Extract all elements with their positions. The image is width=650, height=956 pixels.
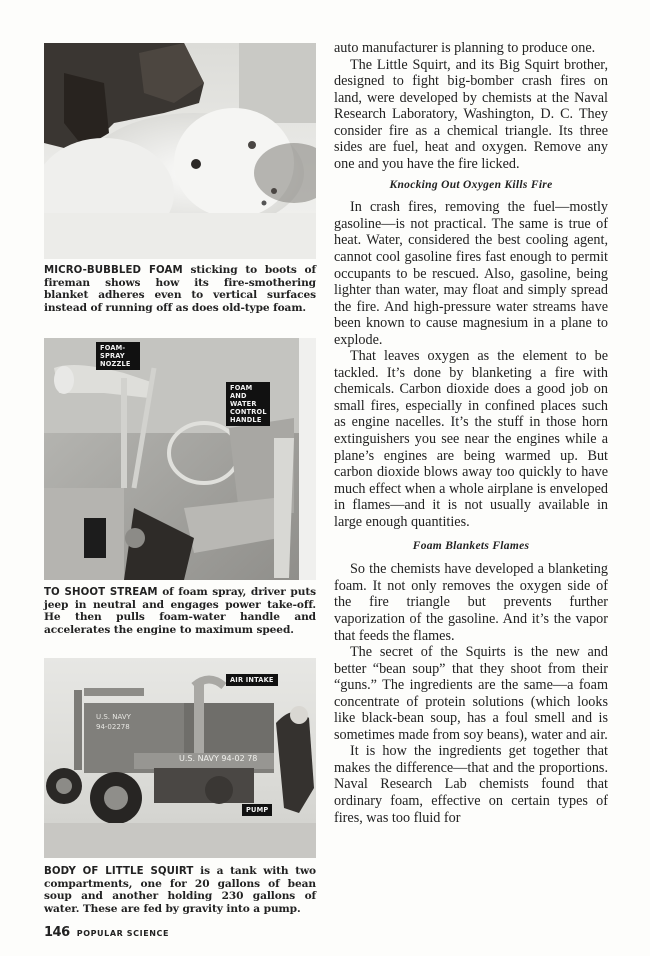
jeep-controls-image <box>44 338 316 580</box>
subheading-foam: Foam Blankets Flames <box>412 540 530 553</box>
caption-lead: BODY OF LITTLE SQUIRT <box>44 866 194 877</box>
jeep-controls-photo <box>44 338 316 580</box>
caption-text: is a tank with two compartments, one for 20 gallons of bean soup and another holding 230 gallons of water. These are fed by gravity into a pump. <box>44 865 317 915</box>
page-number: 146 <box>44 925 70 940</box>
vehicle-marking-side: U.S. NAVY 94-02 78 <box>179 754 258 763</box>
air-intake-label: AIR INTAKE <box>226 674 278 686</box>
jeep-controls-caption <box>44 586 316 636</box>
foam-water-handle-label: FOAM AND WATER CONTROL HANDLE <box>226 382 270 426</box>
article-column <box>334 40 608 826</box>
article-paragraph: That leaves oxygen as the element to be tackled. It’s done by blanketing a fire with chemicals. Carbon dioxide does a good job on small fires, especially in confined places such as engine nacelles. It’s the stuff in those horn extinguishers you see near the engines while a plane’s engines are being warmed up. But carbon dioxide blows away too quickly to have much effect when a whole airplane is enveloped in flames—and it is not usually available in large enough quantities. <box>334 348 608 530</box>
article-paragraph: auto manufacturer is planning to produce one. <box>334 40 596 56</box>
subheading-oxygen: Knocking Out Oxygen Kills Fire <box>389 179 553 192</box>
foam-on-boots-caption <box>44 264 316 314</box>
article-paragraph: It is how the ingredients get together that makes the difference—that and the proportions. Naval Research Lab chemists found that ordinary foam, effective on certain types of fires, was too fluid for <box>334 743 608 826</box>
article-paragraph: The secret of the Squirts is the new and better “bean soup” that they shoot from their “guns.” The ingredients are the same—a foam concentrate of protein solutions (which looks like black-bean soup, has a foul smell and is sometimes made from soy beans), water and air. <box>334 644 608 743</box>
vehicle-marking-tank: U.S. NAVY <box>96 713 131 721</box>
little-squirt-body-photo <box>44 658 316 858</box>
foam-on-boots-image <box>44 43 316 259</box>
little-squirt-body-caption <box>44 865 316 915</box>
magazine-name: POPULAR SCIENCE <box>76 929 170 938</box>
pump-label: PUMP <box>242 804 272 816</box>
caption-lead: MICRO-BUBBLED FOAM <box>44 265 183 276</box>
caption-text: of foam spray, driver puts jeep in neutral and engages power take-off. He then pulls foam-water handle and accelerates the engine to maximum speed. <box>44 586 316 636</box>
foam-spray-nozzle-label: FOAM-SPRAY NOZZLE <box>96 342 140 370</box>
foam-on-boots-photo <box>44 43 316 259</box>
caption-text: sticking to boots of fireman shows how its fire-smothering blanket adheres even to vertical surfaces instead of running off as does old-type foam. <box>44 264 316 314</box>
caption-lead: TO SHOOT STREAM <box>44 587 158 598</box>
article-paragraph: So the chemists have developed a blanketing foam. It not only removes the oxygen side of the fire triangle but prevents further vaporization of the gasoline. And it’s the vapor that feeds the flames. <box>334 561 608 644</box>
page-footer <box>44 921 169 940</box>
article-paragraph: In crash fires, removing the fuel—mostly gasoline—is not practical. The same is true of heat. Water, considered the best cooling agent, cannot cool gasoline fires fast enough to permit occupants to be rescued. Also, gasoline, being lighter than water, may float and simply spread the fire. And high-pressure water streams have been known to cause magnesium in a plane to explode. <box>334 199 608 348</box>
vehicle-marking-tank-number: 94-02278 <box>96 723 130 731</box>
article-paragraph: The Little Squirt, and its Big Squirt brother, designed to fight big-bomber crash fires on land, were developed by chemists at the Naval Research Laboratory, Washington, D. C. They consider fire as a chemical triangle. Its three sides are fuel, heat and oxygen. Remove any one and you have the fire licked. <box>334 56 608 172</box>
